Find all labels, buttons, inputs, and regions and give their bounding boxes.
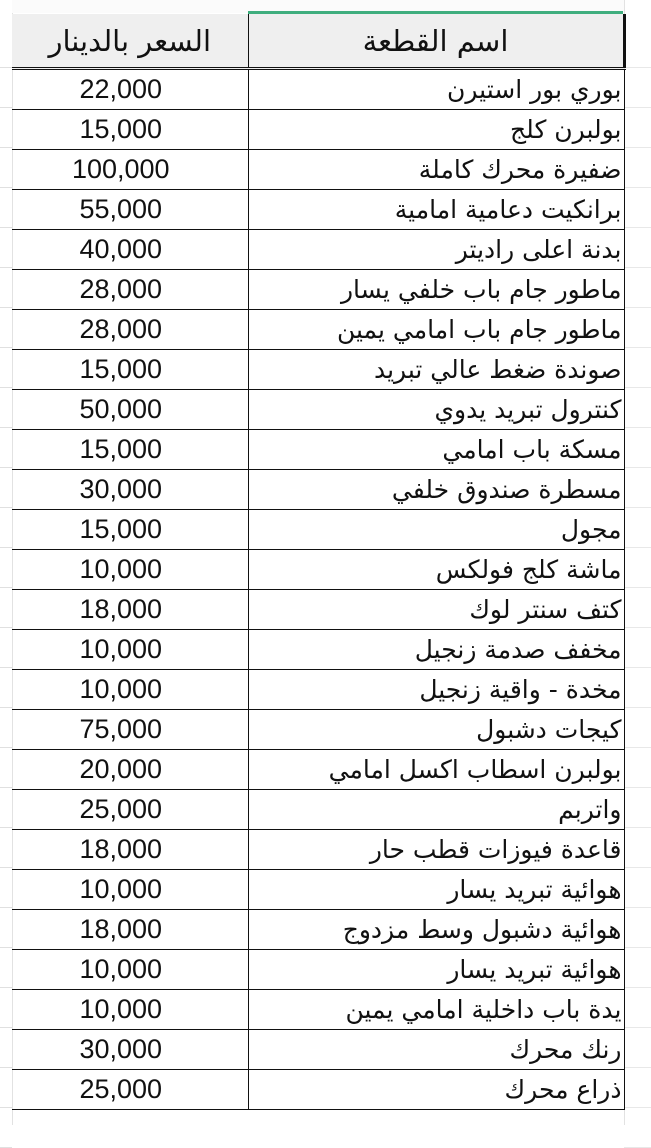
gridline [624,867,651,868]
gridline [0,1067,12,1068]
gridline [0,347,12,348]
gridline [0,987,12,988]
price-cell[interactable]: 15,000 [12,430,248,470]
table-row [12,1070,624,1110]
part-name-cell[interactable]: مخفف صدمة زنجيل [248,630,624,670]
gridline [0,387,12,388]
gridline [0,907,12,908]
part-name-cell[interactable]: كتف سنتر لوك [248,590,624,630]
price-cell[interactable]: 10,000 [12,870,248,910]
gridline [624,507,651,508]
table-row [12,470,624,510]
part-name-cell[interactable]: قاعدة فيوزات قطب حار [248,830,624,870]
gridline [0,147,12,148]
gridline [624,227,651,228]
price-cell[interactable]: 30,000 [12,470,248,510]
table-row [12,910,624,950]
table-row [12,550,624,590]
price-cell[interactable]: 100,000 [12,150,248,190]
gridline [624,187,651,188]
price-cell[interactable]: 50,000 [12,390,248,430]
price-cell[interactable]: 10,000 [12,670,248,710]
part-name-cell[interactable]: مسطرة صندوق خلفي [248,470,624,510]
gridline [0,787,12,788]
gridline [0,667,12,668]
table-row [12,430,624,470]
gridline [624,707,651,708]
gridline [0,947,12,948]
table-row [12,870,624,910]
gridline [0,427,12,428]
part-name-cell[interactable]: بوري بور استيرن [248,69,624,110]
gridline [624,547,651,548]
table-row [12,1030,624,1070]
gridline [624,827,651,828]
table-row [12,790,624,830]
part-name-cell[interactable]: ضفيرة محرك كاملة [248,150,624,190]
part-name-cell[interactable]: مسكة باب امامي [248,430,624,470]
table-row [12,230,624,270]
header-row [12,14,624,69]
gridline [624,667,651,668]
gridline [0,67,12,68]
part-name-cell[interactable]: كنترول تبريد يدوي [248,390,624,430]
part-name-cell[interactable]: مخدة - واقية زنجيل [248,670,624,710]
gridline [0,1027,12,1028]
price-cell[interactable]: 15,000 [12,350,248,390]
table-row [12,110,624,150]
gridline [624,587,651,588]
price-cell[interactable]: 75,000 [12,710,248,750]
table-row [12,990,624,1030]
gridline [624,787,651,788]
part-name-column-header[interactable]: اسم القطعة [248,14,624,69]
parts-price-table [12,14,626,1110]
price-cell[interactable]: 28,000 [12,310,248,350]
gridline [0,187,12,188]
price-cell[interactable]: 28,000 [12,270,248,310]
gridline [0,107,12,108]
table-row [12,390,624,430]
part-name-cell[interactable]: بولبرن كلج [248,110,624,150]
table-row [12,510,624,550]
price-cell[interactable]: 22,000 [12,69,248,110]
part-name-cell[interactable]: ماشة كلج فولكس [248,550,624,590]
price-cell[interactable]: 10,000 [12,630,248,670]
gridline [624,747,651,748]
gridline [624,1067,651,1068]
table-row [12,310,624,350]
gridline [624,1107,651,1108]
table-row [12,270,624,310]
gridline [624,307,651,308]
part-name-cell[interactable]: برانكيت دعامية امامية [248,190,624,230]
price-cell[interactable]: 18,000 [12,590,248,630]
gridline [624,1027,651,1028]
table-row [12,190,624,230]
table-row [12,350,624,390]
gridline [624,387,651,388]
part-name-cell[interactable]: هوائية تبريد يسار [248,950,624,990]
gridline [624,947,651,948]
price-cell[interactable]: 18,000 [12,910,248,950]
gridline [0,267,12,268]
part-name-cell[interactable]: ماطور جام باب خلفي يسار [248,270,624,310]
part-name-cell[interactable]: بدنة اعلى راديتر [248,230,624,270]
gridline [0,507,12,508]
gridline [0,627,12,628]
part-name-cell[interactable]: ذراع محرك [248,1070,624,1110]
price-cell[interactable]: 25,000 [12,1070,248,1110]
gridline [0,747,12,748]
table-row [12,830,624,870]
table-row [12,590,624,630]
price-cell[interactable]: 25,000 [12,790,248,830]
price-cell[interactable]: 40,000 [12,230,248,270]
part-name-cell[interactable]: هوائية تبريد يسار [248,870,624,910]
price-cell[interactable]: 15,000 [12,110,248,150]
table-row [12,630,624,670]
part-name-cell[interactable]: واتربم [248,790,624,830]
gridline [0,867,12,868]
gridline [0,307,12,308]
price-cell[interactable]: 55,000 [12,190,248,230]
gridline [0,1107,12,1108]
table-row [12,710,624,750]
gridline [0,547,12,548]
gridline [0,467,12,468]
gridline [624,427,651,428]
price-cell[interactable]: 30,000 [12,1030,248,1070]
gridline [624,267,651,268]
price-cell[interactable]: 15,000 [12,510,248,550]
spreadsheet [12,14,624,1110]
part-name-cell[interactable]: كيجات دشبول [248,710,624,750]
part-name-cell[interactable]: صوندة ضغط عالي تبريد [248,350,624,390]
gridline [0,227,12,228]
table-row [12,69,624,110]
gridline [0,587,12,588]
part-name-cell[interactable]: رنك محرك [248,1030,624,1070]
gridline [624,627,651,628]
part-name-cell[interactable]: هوائية دشبول وسط مزدوج [248,910,624,950]
price-column-header[interactable]: السعر بالدينار [12,14,248,69]
part-name-cell[interactable]: ماطور جام باب امامي يمين [248,310,624,350]
table-row [12,950,624,990]
gridline [624,987,651,988]
part-name-cell[interactable]: بولبرن اسطاب اكسل امامي [248,750,624,790]
price-cell[interactable]: 10,000 [12,950,248,990]
price-cell[interactable]: 20,000 [12,750,248,790]
gridline [0,827,12,828]
table-row [12,150,624,190]
part-name-cell[interactable]: مجول [248,510,624,550]
price-cell[interactable]: 10,000 [12,550,248,590]
gridline [0,707,12,708]
part-name-cell[interactable]: يدة باب داخلية امامي يمين [248,990,624,1030]
gridline [624,147,651,148]
table-row [12,670,624,710]
gridline [624,107,651,108]
gridline [624,467,651,468]
table-row [12,750,624,790]
gridline [624,907,651,908]
gridline [624,347,651,348]
gridline [624,67,651,68]
price-cell[interactable]: 18,000 [12,830,248,870]
price-cell[interactable]: 10,000 [12,990,248,1030]
